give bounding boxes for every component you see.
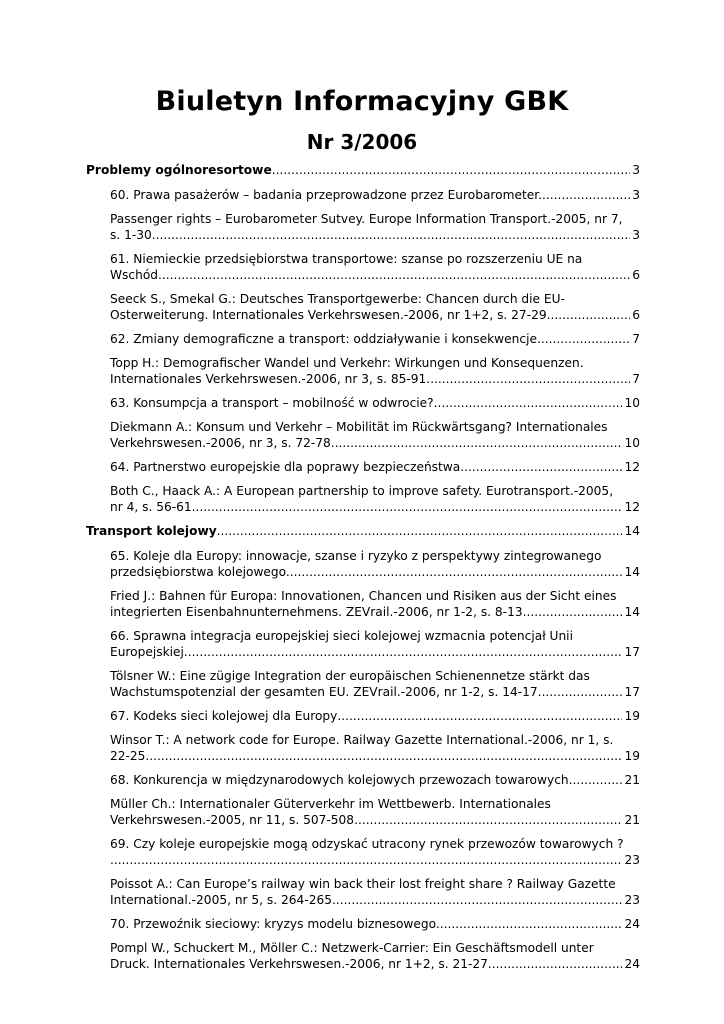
page-number: 12: [624, 460, 640, 474]
page-number: 10: [624, 396, 640, 410]
toc-entry-text: przedsiębiorstwa kolejowego.: [110, 565, 290, 579]
page-number: 14: [624, 524, 640, 538]
toc-entry-line: [110, 956, 640, 972]
toc-entry-text: integrierten Eisenbahnunternehmens. ZEVrail.-2006, nr 1-2, s. 8-13.: [110, 605, 527, 619]
dot-leader: [337, 708, 622, 724]
page-number: 7: [632, 332, 640, 346]
page-number: 3: [632, 188, 640, 202]
toc-entry[interactable]: [110, 291, 640, 323]
toc-entry[interactable]: [110, 772, 640, 788]
toc-entry-text: 66. Sprawna integracja europejskiej sieci kolejowej wzmacnia potencjał Unii: [110, 629, 573, 643]
toc-entry-text: 63. Konsumpcja a transport – mobilność w odwrocie?: [110, 396, 434, 410]
dot-leader: [573, 772, 623, 788]
page-number: 7: [632, 372, 640, 386]
dot-leader: [336, 892, 623, 908]
dot-leader: [149, 748, 622, 764]
toc-entry-text: 68. Konkurencja w międzynarodowych kolejowych przewozach towarowych.: [110, 773, 573, 787]
toc-entry-line: [110, 644, 640, 660]
toc-entry[interactable]: [110, 628, 640, 660]
toc-section[interactable]: [86, 523, 640, 539]
toc-section[interactable]: [86, 162, 640, 178]
toc-entry-text: Verkehrswesen.-2006, nr 3, s. 72-78.: [110, 436, 335, 450]
toc-entry-line: [110, 459, 640, 475]
section-heading: [86, 523, 640, 539]
toc-entry[interactable]: [110, 940, 640, 972]
dot-leader: [550, 307, 630, 323]
toc-entry[interactable]: [110, 355, 640, 387]
toc-entry-line: [110, 499, 640, 515]
page-number: 14: [624, 565, 640, 579]
toc-entry[interactable]: [110, 211, 640, 243]
table-of-contents: [86, 162, 640, 980]
toc-entry-text: Wachstumspotenzial der gesamten EU. ZEVrail.-2006, nr 1-2, s. 14-17.: [110, 685, 542, 699]
toc-entry-line: [110, 395, 640, 411]
toc-entry-text: Transport kolejowy: [86, 524, 217, 538]
toc-entry[interactable]: [110, 331, 640, 347]
toc-entry-text: Passenger rights – Eurobarometer Sutvey. Europe Information Transport.-2005, nr 7,: [110, 212, 623, 226]
page-number: 10: [624, 436, 640, 450]
toc-entry-line: [110, 772, 640, 788]
dot-leader: [110, 852, 622, 868]
dot-leader: [542, 187, 630, 203]
page-number: 12: [624, 500, 640, 514]
dot-leader: [162, 267, 630, 283]
toc-entry-line: [110, 892, 640, 908]
dot-leader: [464, 459, 622, 475]
page-number: 17: [624, 645, 640, 659]
toc-entry-text: Problemy ogólnoresortowe: [86, 163, 272, 177]
toc-entry-text: Both C., Haack A.: A European partnership to improve safety. Eurotransport.-2005,: [110, 484, 614, 498]
toc-entry-text: 69. Czy koleje europejskie mogą odzyskać utracony rynek przewozów towarowych ?: [110, 837, 624, 851]
toc-entry[interactable]: [110, 732, 640, 764]
toc-entry[interactable]: [110, 395, 640, 411]
toc-entry-text: International.-2005, nr 5, s. 264-265.: [110, 893, 336, 907]
toc-entry-text: 60. Prawa pasażerów – badania przeprowadzone przez Eurobarometer.: [110, 188, 543, 202]
dot-leader: [290, 564, 623, 580]
dot-leader: [430, 371, 630, 387]
section-heading: [86, 162, 640, 178]
toc-entry-text: 65. Koleje dla Europy: innowacje, szanse i ryzyko z perspektywy zintegrowanego: [110, 549, 602, 563]
toc-entry-text: Pompl W., Schuckert M., Möller C.: Netzwerk-Carrier: Ein Geschäftsmodell unter: [110, 941, 594, 955]
toc-entry[interactable]: [110, 251, 640, 283]
toc-entry[interactable]: [110, 419, 640, 451]
toc-entry-line: [110, 187, 640, 203]
toc-entry-line: [110, 812, 640, 828]
toc-entry-line: [110, 371, 640, 387]
toc-entry-text: 67. Kodeks sieci kolejowej dla Europy: [110, 709, 338, 723]
page-number: 19: [624, 749, 640, 763]
toc-entry-text: 61. Niemieckie przedsiębiorstwa transportowe: szanse po rozszerzeniu UE na: [110, 252, 583, 266]
dot-leader: [492, 956, 623, 972]
toc-entry-text: 70. Przewoźnik sieciowy: kryzys modelu biznesowego.: [110, 917, 440, 931]
page-number: 21: [624, 813, 640, 827]
page-number: 3: [632, 163, 640, 177]
dot-leader: [526, 604, 622, 620]
toc-entry-text: Diekmann A.: Konsum und Verkehr – Mobilität im Rückwärtsgang? Internationales: [110, 420, 608, 434]
document-title: Biuletyn Informacyjny GBK: [155, 86, 569, 117]
toc-entry-line: [110, 748, 640, 764]
toc-entry[interactable]: [110, 548, 640, 580]
page-number: 21: [624, 773, 640, 787]
toc-entry-line: [110, 564, 640, 580]
toc-entry[interactable]: [110, 588, 640, 620]
toc-entry[interactable]: [110, 796, 640, 828]
toc-entry-text: Fried J.: Bahnen für Europa: Innovationen, Chancen und Risiken aus der Sicht eines: [110, 589, 617, 603]
toc-entry-line: [110, 852, 640, 868]
toc-entry-text: Tölsner W.: Eine zügige Integration der europäischen Schienennetze stärkt das: [110, 669, 590, 683]
toc-entry-line: [110, 708, 640, 724]
page-number: 24: [624, 917, 640, 931]
toc-entry-text: Topp H.: Demografischer Wandel und Verkehr: Wirkungen und Konsequenzen.: [110, 356, 584, 370]
dot-leader: [217, 523, 623, 539]
page-number: 23: [624, 853, 640, 867]
page-number: 23: [624, 893, 640, 907]
dot-leader: [196, 499, 623, 515]
toc-entry-text: Poissot A.: Can Europe’s railway win back their lost freight share ? Railway Gazette: [110, 877, 616, 891]
toc-entry[interactable]: [110, 876, 640, 908]
toc-entry[interactable]: [110, 916, 640, 932]
page-number: 14: [624, 605, 640, 619]
toc-entry-line: [110, 307, 640, 323]
toc-entry-line: [110, 684, 640, 700]
toc-entry-line: [110, 331, 640, 347]
toc-entry-line: [110, 604, 640, 620]
toc-entry-line: [110, 267, 640, 283]
toc-entry-text: Europejskiej.: [110, 645, 188, 659]
toc-entry-text: Verkehrswesen.-2005, nr 11, s. 507-508.: [110, 813, 358, 827]
page-number: 6: [632, 268, 640, 282]
toc-entry-text: 64. Partnerstwo europejskie dla poprawy bezpieczeństwa.: [110, 460, 465, 474]
page-number: 17: [624, 685, 640, 699]
toc-entry-text: Winsor T.: A network code for Europe. Railway Gazette International.-2006, nr 1, s.: [110, 733, 614, 747]
dot-leader: [188, 644, 623, 660]
toc-entry-line: [110, 435, 640, 451]
dot-leader: [335, 435, 623, 451]
issue-number: Nr 3/2006: [306, 130, 418, 154]
dot-leader: [440, 916, 623, 932]
page-number: 19: [624, 709, 640, 723]
toc-entry-text: 22-25.: [110, 749, 150, 763]
toc-entry[interactable]: [110, 459, 640, 475]
toc-entry-text: Druck. Internationales Verkehrswesen.-2006, nr 1+2, s. 21-27.: [110, 957, 492, 971]
dot-leader: [541, 331, 630, 347]
toc-entry-line: [110, 227, 640, 243]
toc-entry[interactable]: [110, 483, 640, 515]
page-number: 6: [632, 308, 640, 322]
toc-entry-text: Osterweiterung. Internationales Verkehrswesen.-2006, nr 1+2, s. 27-29.: [110, 308, 551, 322]
toc-entry[interactable]: [110, 187, 640, 203]
toc-entry-text: Müller Ch.: Internationaler Güterverkehr im Wettbewerb. Internationales: [110, 797, 551, 811]
dot-leader: [542, 684, 623, 700]
toc-entry[interactable]: [110, 836, 640, 868]
page-number: 24: [624, 957, 640, 971]
toc-entry-text: s. 1-30.: [110, 228, 156, 242]
dot-leader: [358, 812, 623, 828]
toc-entry[interactable]: [110, 668, 640, 700]
dot-leader: [272, 162, 631, 178]
toc-entry-text: Seeck S., Smekal G.: Deutsches Transportgewerbe: Chancen durch die EU-: [110, 292, 565, 306]
toc-entry[interactable]: [110, 708, 640, 724]
page-number: 3: [632, 228, 640, 242]
dot-leader: [434, 395, 623, 411]
toc-entry-text: Wschód.: [110, 268, 162, 282]
dot-leader: [156, 227, 631, 243]
toc-entry-text: 62. Zmiany demograficzne a transport: oddziaływanie i konsekwencje.: [110, 332, 541, 346]
toc-entry-text: Internationales Verkehrswesen.-2006, nr 3, s. 85-91.: [110, 372, 431, 386]
toc-entry-line: [110, 916, 640, 932]
toc-entry-text: nr 4, s. 56-61.: [110, 500, 196, 514]
